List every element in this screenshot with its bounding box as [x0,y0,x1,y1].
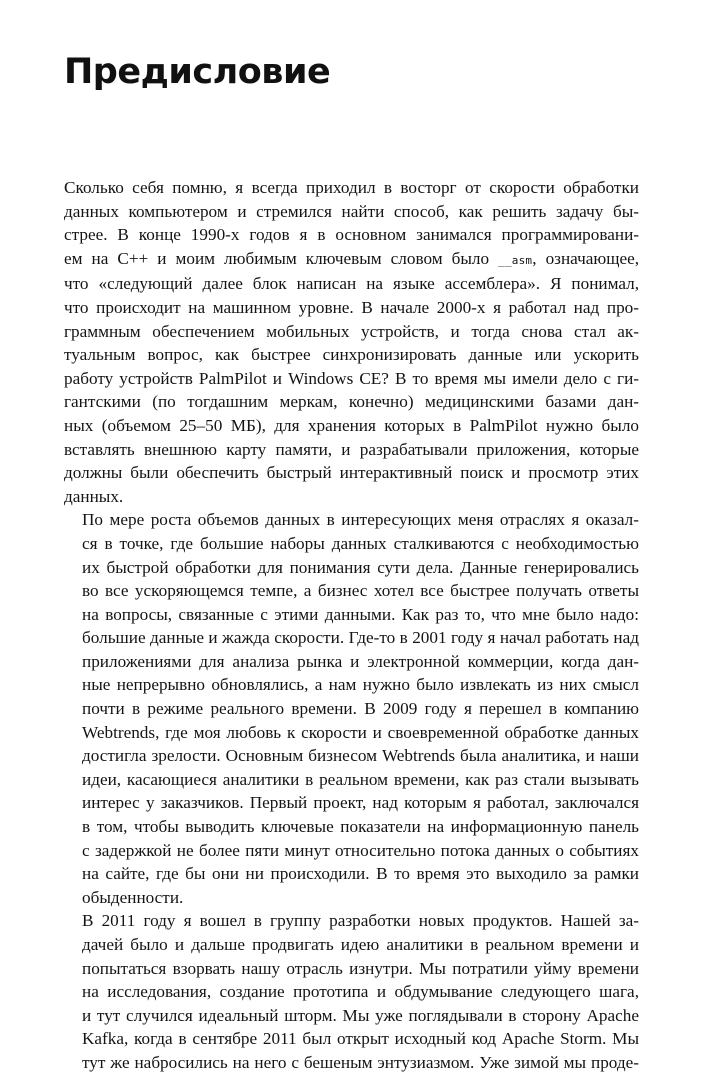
text-line: Сколько себя помню, я всегда приходил в восторг от скорости обработки [64,178,639,197]
text-line: почти в режиме реального времени. В 2009 году я перешел в компанию [82,699,639,719]
text-line: в том, чтобы выводить ключевые показатели на информационную панель [82,817,639,837]
text-line: В 2011 году я вошел в группу разработки новых продуктов. Нашей за- [82,911,639,931]
text-line: должны были обеспечить быстрый интерактивный поиск и просмотр этих [64,463,639,483]
page-title: Предисловие [64,52,331,92]
text-line: на вопросы, связанные с этими данными. Как раз то, что мне было надо: [82,604,639,624]
body-text [64,176,639,1075]
text-line: Kafka, когда в сентябре 2011 был открыт исходный код Apache Storm. Мы [82,1029,639,1049]
text-line: интерес у заказчиков. Первый проект, над которым я работал, заключался [82,793,639,813]
text-line: Webtrends, где моя любовь к скорости и своевременной обработке данных [82,722,639,742]
text-line: вставлять внешнюю карту памяти, и разрабатывали приложения, которые [64,439,639,459]
text-line: данных компьютером и стремился найти способ, как решить задачу бы- [64,201,639,221]
text-line: идеи, касающиеся аналитики в реальном времени, как раз стали вызывать [82,769,639,789]
text-line: с задержкой не более пяти минут относительно потока данных о событиях [82,840,639,860]
text-line: работу устройств PalmPilot и Windows CE? В то время мы имели дело с ги- [64,368,639,388]
text-line: ных (объемом 25–50 МБ), для хранения которых в PalmPilot нужно было [64,415,639,435]
text-line: граммным обеспечением мобильных устройств, и тогда снова стал ак- [64,321,639,341]
text-fragment: , означающее, [532,248,639,268]
text-line: достигла зрелости. Основным бизнесом Webtrends была аналитика, и наши [82,746,639,766]
text-line: попытаться взорвать нашу отрасль изнутри. Мы потратили уйму времени [82,958,639,978]
paragraph-3 [64,909,639,1074]
text-line: и тут случился идеальный шторм. Мы уже поглядывали в сторону Apache [82,1005,639,1025]
text-line: обыденности. [82,887,184,907]
text-line: стрее. В конце 1990-х годов я в основном занимался программировани- [64,225,639,245]
text-line: их быстрой обработки для понимания сути дела. Данные генерировались [82,557,639,577]
paragraph-1 [64,176,639,508]
text-line: во все ускоряющемся темпе, а бизнес хотел все быстрее получать ответы [82,581,639,601]
text-line: По мере роста объемов данных в интересующих меня отраслях я оказал- [82,510,639,530]
text-line: дачей было и дальше продвигать идею аналитики в реальном времени и [82,935,639,954]
text-line: на сайте, где бы они ни происходили. В то время это выходило за рамки [82,864,639,884]
text-line: большие данные и жажда скорости. Где-то в 2001 году я начал работать над [82,628,639,648]
text-line: гантскими (по тогдашним меркам, конечно) медицинскими базами дан- [64,392,639,412]
text-line: что происходит на машинном уровне. В начале 2000-х я работал над про- [64,297,639,317]
text-line-with-code [64,247,639,273]
text-line: туальным вопрос, как быстрее синхронизировать данные или ускорить [64,345,639,365]
text-line: тут же набросились на него с бешеным энтузиазмом. Уже зимой мы проде- [82,1052,639,1072]
text-line: ся в точке, где большие наборы данных сталкиваются с необходимостью [82,533,639,553]
text-line: на исследования, создание прототипа и обдумывание следующего шага, [82,982,639,1002]
text-fragment: ем на C++ и моим любимым ключевым словом было [64,248,490,268]
text-line: данных. [64,486,124,506]
code-keyword: __asm [498,253,533,267]
text-line: ные непрерывно обновлялись, а нам нужно было извлекать из них смысл [82,675,639,695]
text-line: приложениями для анализа рынка и электронной коммерции, когда дан- [82,651,639,671]
text-line: что «следующий далее блок написан на языке ассемблера». Я понимал, [64,274,639,294]
paragraph-2 [64,508,639,909]
